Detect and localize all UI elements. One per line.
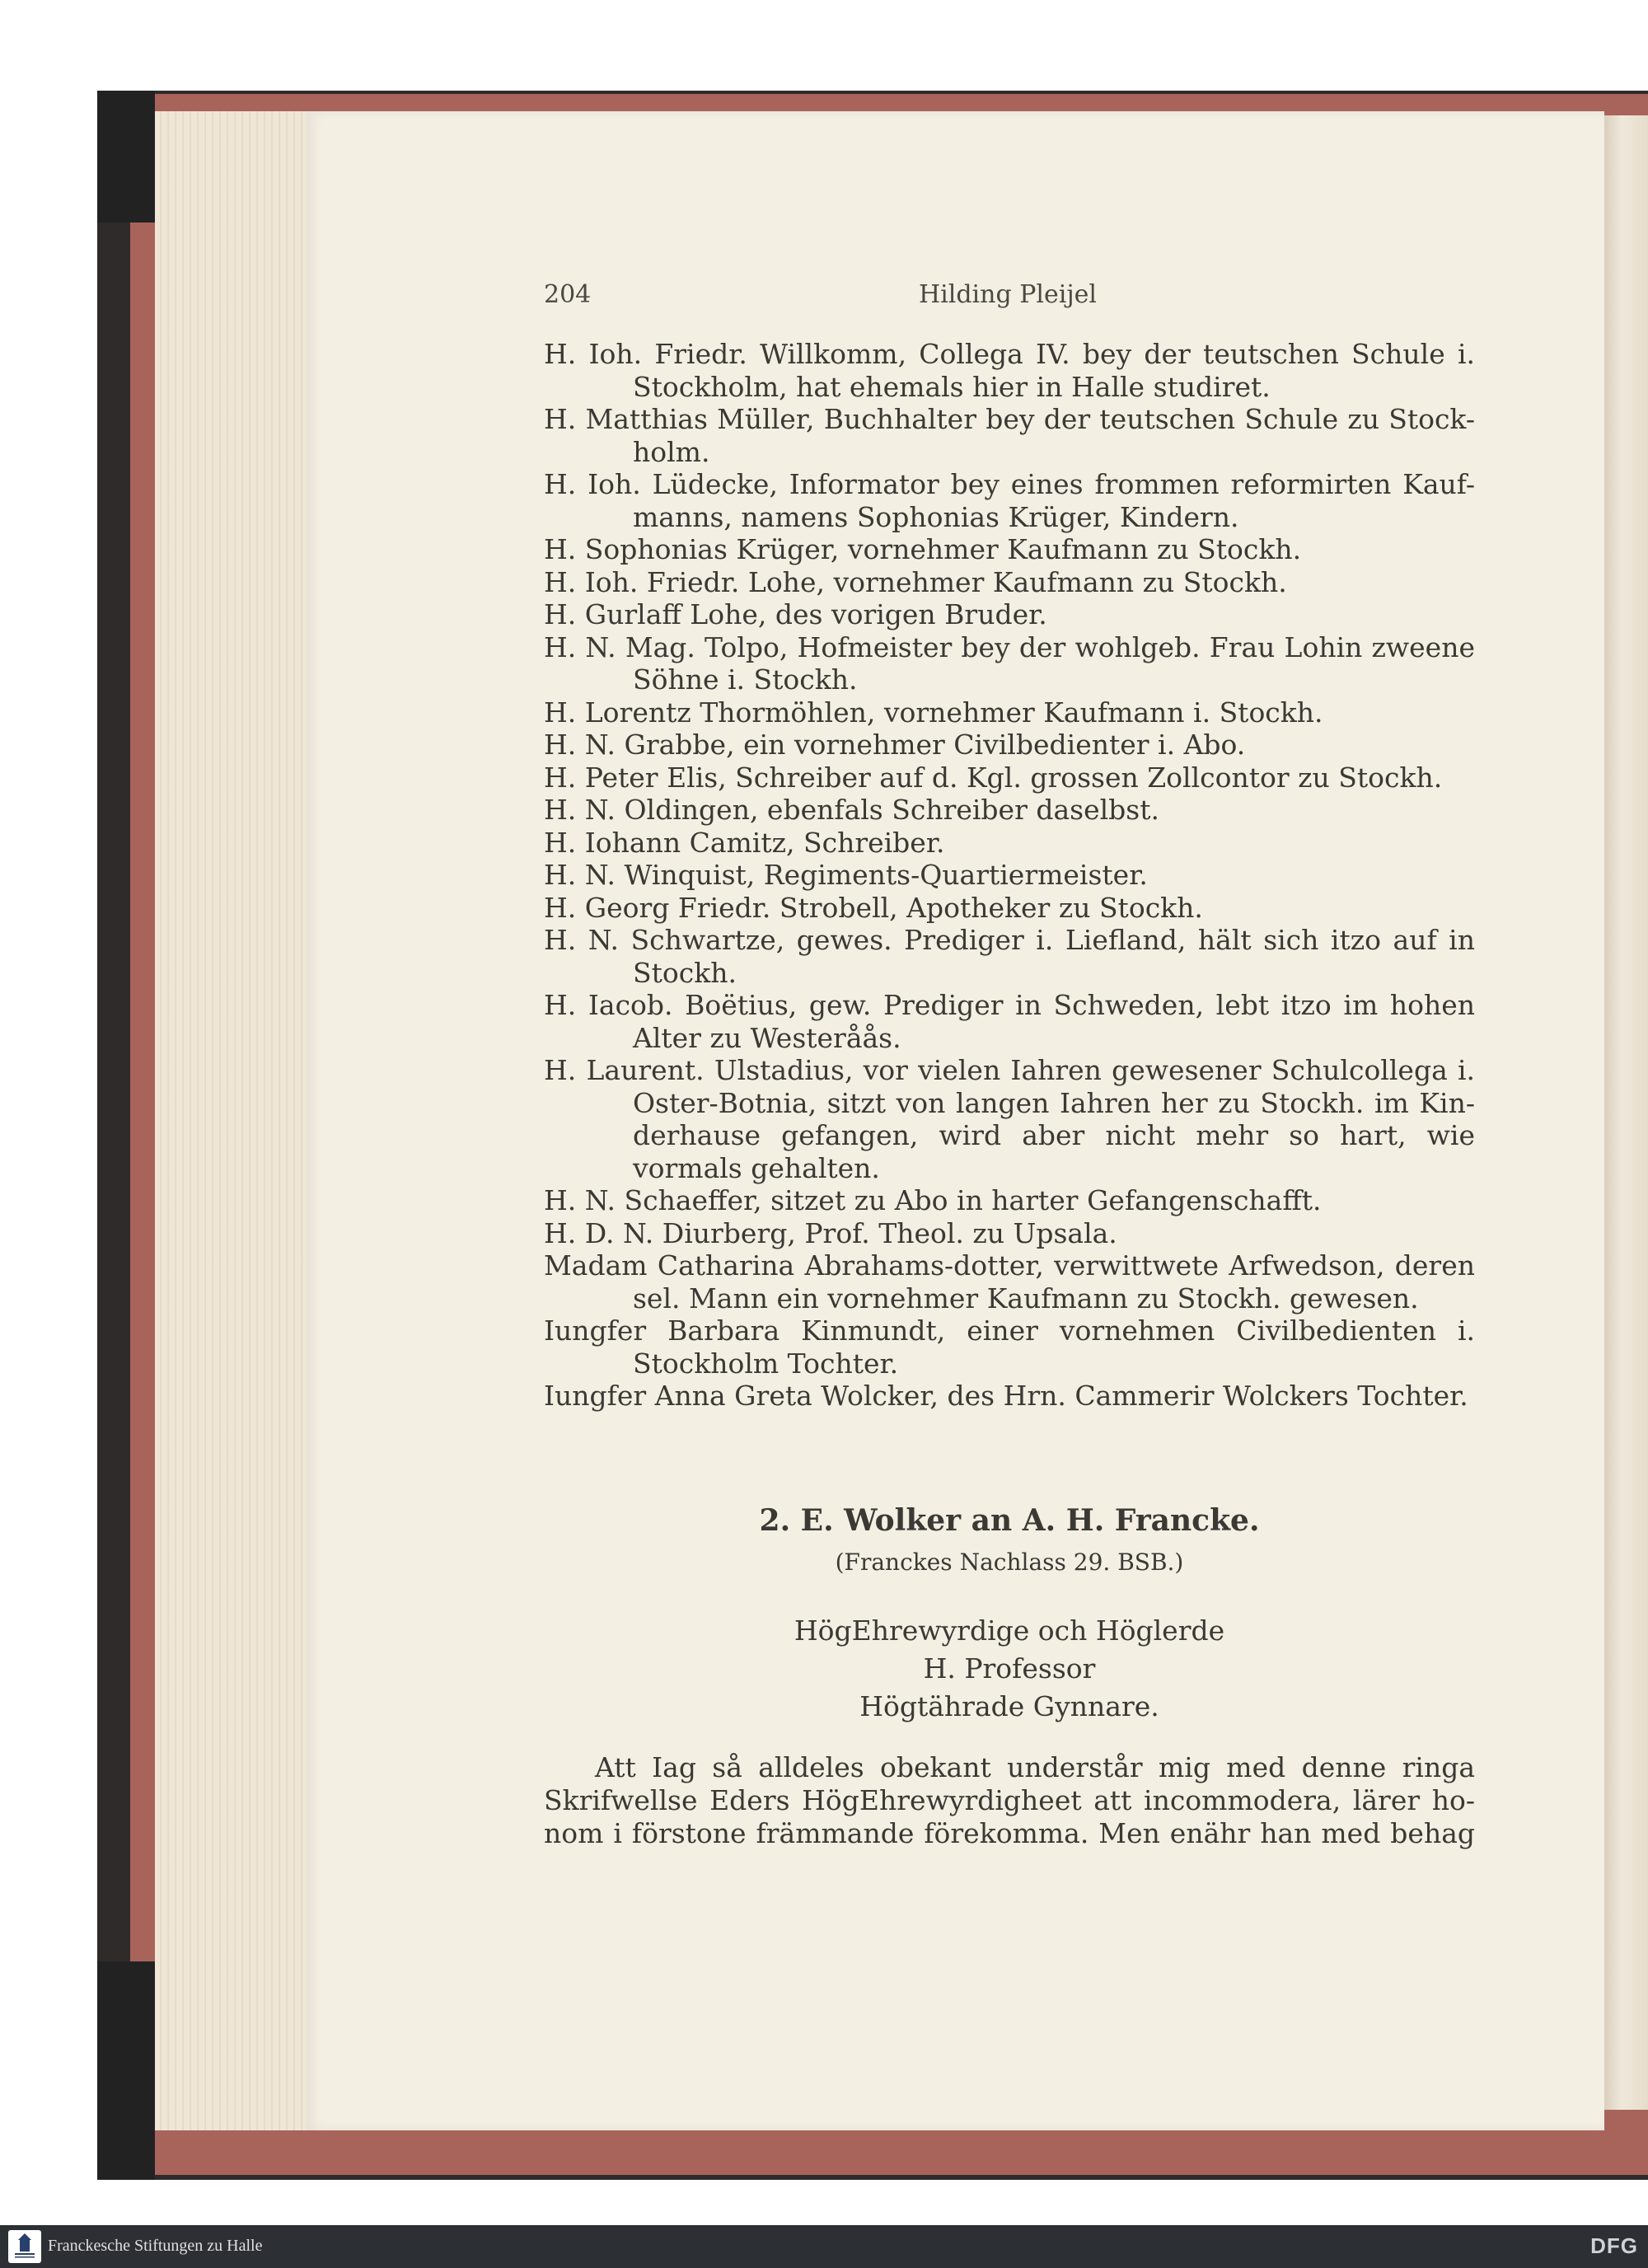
- entry-line: Stockh.: [633, 956, 737, 989]
- entry-line: H. Laurent. Ulstadius, vor vielen Iahren gewesener Schulcollega i.: [544, 1054, 1475, 1086]
- entry: [544, 533, 1475, 566]
- section-source: (Franckes Nachlass 29. BSB.): [835, 1549, 1184, 1576]
- entry: [544, 859, 1475, 892]
- section-title: 2. E. Wolker an A. H. Francke.: [759, 1503, 1260, 1538]
- salutation: [544, 1612, 1475, 1726]
- entry: [544, 794, 1475, 827]
- entry-line: H. Peter Elis, Schreiber auf d. Kgl. grossen Zollcontor zu Stockh.: [544, 761, 1443, 794]
- entry: [544, 696, 1475, 729]
- entry-line: Alter zu Westeråås.: [633, 1021, 901, 1054]
- entry-line: H. Georg Friedr. Strobell, Apotheker zu Stockh.: [544, 891, 1203, 924]
- cover-corner-bottom: [97, 1961, 155, 2180]
- page-edges: [155, 111, 313, 2130]
- entry-line: sel. Mann ein vornehmer Kaufmann zu Stockh. gewesen.: [633, 1282, 1419, 1314]
- entry: [544, 566, 1475, 599]
- entry-line: H. N. Grabbe, ein vornehmer Civilbedienter i. Abo.: [544, 729, 1246, 761]
- entry-line: Iungfer Barbara Kinmundt, einer vornehmen Civilbedienten i.: [544, 1314, 1475, 1347]
- letter-section: [544, 1500, 1475, 1726]
- institution-logo-icon[interactable]: [8, 2230, 41, 2263]
- entry: [544, 1249, 1475, 1314]
- entry-line: H. N. Oldingen, ebenfals Schreiber daselbst.: [544, 794, 1159, 826]
- entry: [544, 1314, 1475, 1380]
- entry-line: H. N. Schaeffer, sitzet zu Abo in harter Gefangenschafft.: [544, 1184, 1322, 1216]
- salutation-line: HögEhrewyrdige och Höglerde: [794, 1614, 1225, 1647]
- entry-line: H. Iohann Camitz, Schreiber.: [544, 826, 945, 859]
- entry-list: [544, 338, 1475, 1413]
- entry-line: derhause gefangen, wird aber nicht mehr so hart, wie vormals: [633, 1119, 1475, 1184]
- letter-line: Att Iag så alldeles obekant understår mig med denne ringa: [595, 1751, 1475, 1783]
- entry: [544, 989, 1475, 1054]
- entry-line: H. Lorentz Thormöhlen, vornehmer Kaufmann i. Stockh.: [544, 696, 1323, 729]
- entry: [544, 598, 1475, 631]
- entry-line: H. Gurlaff Lohe, des vorigen Bruder.: [544, 598, 1047, 630]
- entry-line: Madam Catharina Abrahams-dotter, verwittwete Arfwedson, deren: [544, 1249, 1475, 1282]
- entry: [544, 827, 1475, 860]
- letter-paragraph: [544, 1751, 1475, 1850]
- entry-line: H. Ioh. Lüdecke, Informator bey eines frommen reformirten Kauf-: [544, 468, 1475, 500]
- letter-body: [544, 1751, 1475, 1850]
- entry: [544, 631, 1475, 696]
- entry: [544, 338, 1475, 403]
- running-head: [544, 280, 1475, 321]
- letter-line: Skrifwellse Eders HögEhrewyrdigheet att incommodera, lärer ho-: [544, 1784, 1475, 1816]
- entry-line: Stockholm, hat ehemals hier in Halle studiret.: [633, 370, 1271, 403]
- entry-line: Söhne i. Stockh.: [633, 663, 858, 696]
- entry-line: H. D. N. Diurberg, Prof. Theol. zu Upsala.: [544, 1216, 1117, 1249]
- entry-line: Stockholm Tochter.: [633, 1347, 899, 1380]
- entry: [544, 1217, 1475, 1250]
- entry-line: gehalten.: [751, 1151, 880, 1184]
- entry-line: H. Ioh. Friedr. Lohe, vornehmer Kaufmann zu Stockh.: [544, 565, 1287, 598]
- institution-name[interactable]: Franckesche Stiftungen zu Halle: [48, 2237, 263, 2255]
- entry: [544, 403, 1475, 468]
- dfg-logo[interactable]: DFG: [1590, 2233, 1638, 2258]
- cover-corner-top: [97, 91, 155, 223]
- entry-line: holm.: [633, 435, 710, 468]
- entry-line: manns, namens Sophonias Krüger, Kindern.: [633, 500, 1239, 533]
- entry: [544, 761, 1475, 794]
- page-number: 204: [544, 280, 592, 309]
- entry-line: H. Matthias Müller, Buchhalter bey der teutschen Schule zu Stock-: [544, 403, 1475, 435]
- entry-line: Iungfer Anna Greta Wolcker, des Hrn. Cammerir Wolckers Tochter.: [544, 1380, 1468, 1412]
- entry: [544, 1380, 1475, 1413]
- entry: [544, 892, 1475, 925]
- salutation-line: H. Professor: [923, 1652, 1096, 1685]
- letter-line: nom i förstone främmande förekomma. Men enähr han med behag: [544, 1817, 1475, 1849]
- entry-line: H. Ioh. Friedr. Willkomm, Collega IV. bey der teutschen Schule i.: [544, 338, 1475, 370]
- salutation-line: Högtährade Gynnare.: [859, 1690, 1159, 1722]
- entry-line: H. Iacob. Boëtius, gew. Prediger in Schweden, lebt itzo im hohen: [544, 989, 1475, 1021]
- entry: [544, 924, 1475, 989]
- entry-line: H. Sophonias Krüger, vornehmer Kaufmann zu Stockh.: [544, 533, 1302, 565]
- entry-line: H. N. Winquist, Regiments-Quartiermeister.: [544, 859, 1148, 891]
- entry: [544, 1054, 1475, 1184]
- next-page-edge: [1604, 115, 1648, 2110]
- entry: [544, 468, 1475, 533]
- header-title: Hilding Pleijel: [919, 280, 1097, 309]
- footer-bar: [0, 2225, 1648, 2268]
- entry: [544, 1184, 1475, 1217]
- entry: [544, 729, 1475, 761]
- entry-line: H. N. Schwartze, gewes. Prediger i. Liefland, hält sich itzo auf in: [544, 924, 1475, 956]
- entry-line: H. N. Mag. Tolpo, Hofmeister bey der wohlgeb. Frau Lohin zweene: [544, 630, 1475, 663]
- entry-line: Oster-Botnia, sitzt von langen Iahren her zu Stockh. im Kin-: [633, 1086, 1475, 1119]
